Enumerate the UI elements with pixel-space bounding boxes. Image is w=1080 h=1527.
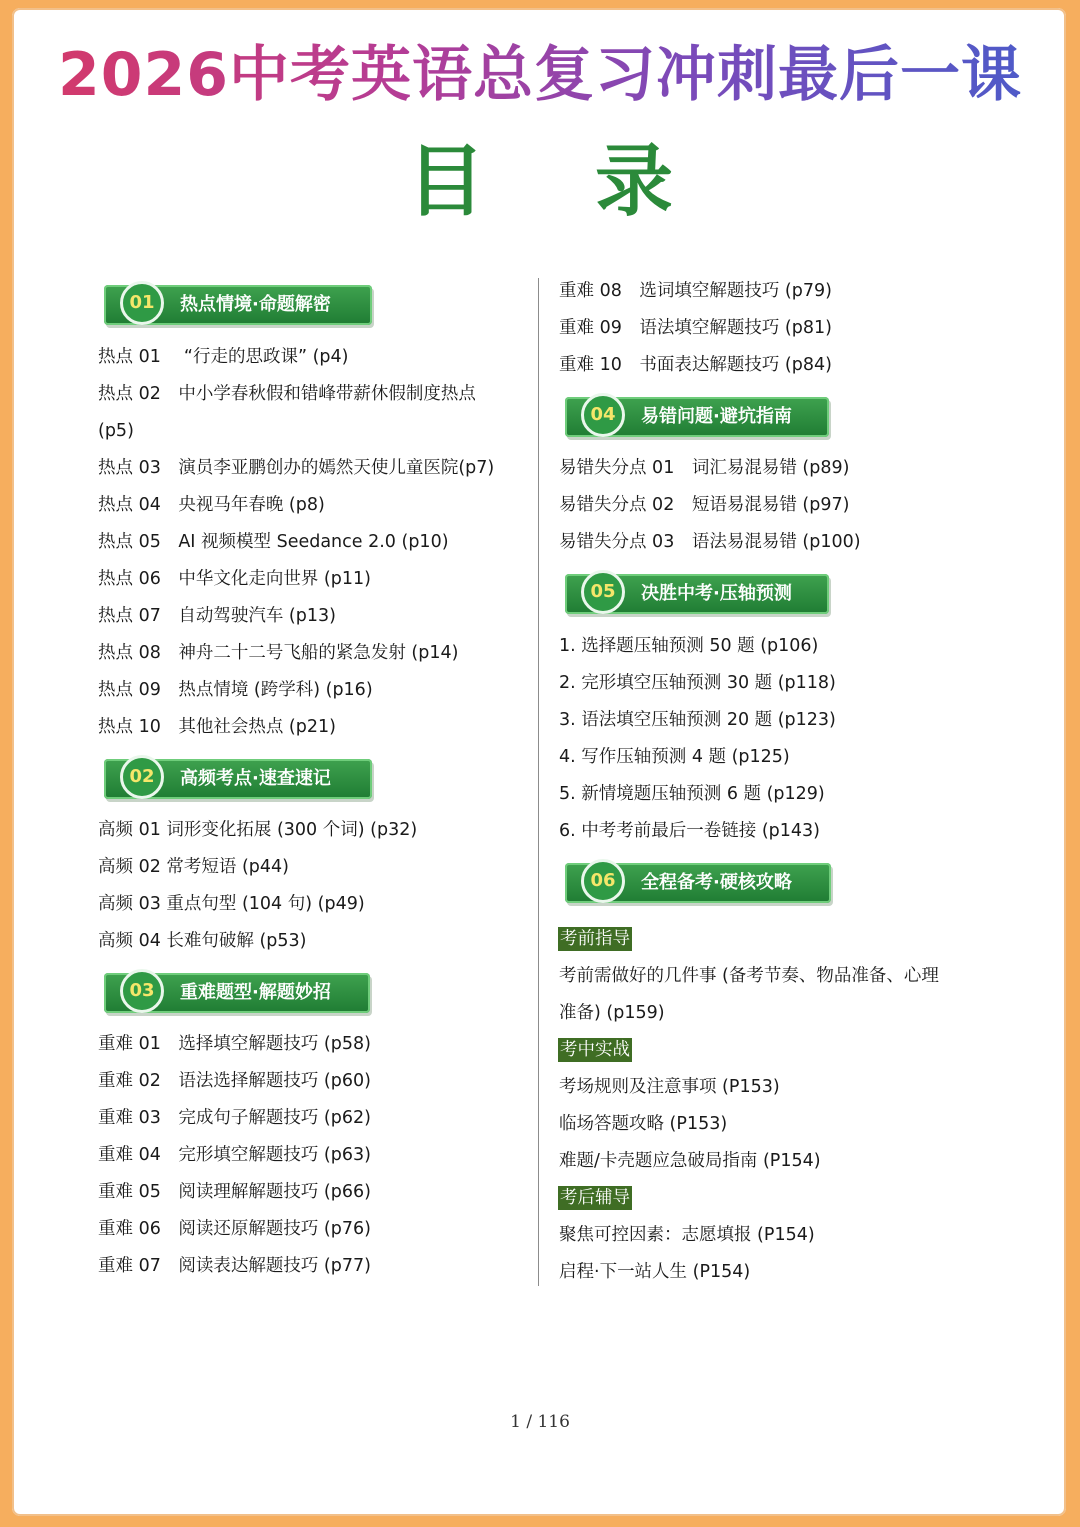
toc-item[interactable]: 高频 04 长难句破解 (p53) (98, 931, 307, 951)
toc-item[interactable]: 易错失分点 03 语法易混易错 (p100) (559, 532, 861, 552)
section-number: 01 (120, 281, 164, 325)
toc-item[interactable]: 高频 02 常考短语 (p44) (98, 857, 289, 877)
toc-item[interactable]: 重难 10 书面表达解题技巧 (p84) (559, 355, 832, 375)
toc-item[interactable]: 考场规则及注意事项 (P153) (559, 1077, 780, 1097)
toc-item[interactable]: 4. 写作压轴预测 4 题 (p125) (559, 747, 790, 767)
toc-item[interactable]: 热点 08 神舟二十二号飞船的紧急发射 (p14) (98, 643, 459, 663)
section-number: 03 (120, 969, 164, 1013)
toc-item[interactable]: 重难 03 完成句子解题技巧 (p62) (98, 1108, 371, 1128)
toc-item[interactable]: 易错失分点 01 词汇易混易错 (p89) (559, 458, 850, 478)
toc-item[interactable]: 1. 选择题压轴预测 50 题 (p106) (559, 636, 819, 656)
section-label: 全程备考·硬核攻略 (641, 872, 792, 893)
toc-item[interactable]: 重难 06 阅读还原解题技巧 (p76) (98, 1219, 371, 1239)
toc-item[interactable]: 热点 06 中华文化走向世界 (p11) (98, 569, 371, 589)
toc-item[interactable]: 热点 03 演员李亚鹏创办的嫣然天使儿童医院(p7) (98, 458, 495, 478)
section-number: 02 (120, 755, 164, 799)
toc-item[interactable]: 聚焦可控因素：志愿填报 (P154) (559, 1225, 815, 1245)
section-06-badge (565, 863, 831, 903)
page-indicator: 1 / 116 (510, 1412, 570, 1432)
toc-item[interactable]: 启程·下一站人生 (P154) (559, 1262, 751, 1282)
toc-item[interactable]: 重难 09 语法填空解题技巧 (p81) (559, 318, 832, 338)
section-number: 04 (581, 393, 625, 437)
toc-item[interactable]: 热点 01 “行走的思政课” (p4) (98, 347, 349, 367)
toc-item[interactable]: 考前需做好的几件事 (备考节奏、物品准备、心理 (559, 966, 939, 986)
subsection-tag-during-exam: 考中实战 (560, 1040, 630, 1060)
toc-item[interactable]: 热点 07 自动驾驶汽车 (p13) (98, 606, 336, 626)
toc-item[interactable]: 6. 中考考前最后一卷链接 (p143) (559, 821, 820, 841)
section-04-badge (565, 397, 829, 437)
toc-item[interactable]: 临场答题攻略 (P153) (559, 1114, 728, 1134)
toc-item[interactable]: 易错失分点 02 短语易混易错 (p97) (559, 495, 850, 515)
toc-item[interactable]: 3. 语法填空压轴预测 20 题 (p123) (559, 710, 836, 730)
subsection-tag-before-exam: 考前指导 (560, 929, 630, 949)
toc-item[interactable]: 热点 04 央视马年春晚 (p8) (98, 495, 325, 515)
column-divider (538, 278, 539, 1286)
toc-item[interactable]: 重难 07 阅读表达解题技巧 (p77) (98, 1256, 371, 1276)
toc-item[interactable]: 高频 01 词形变化拓展 (300 个词) (p32) (98, 820, 418, 840)
toc-item[interactable]: 重难 08 选词填空解题技巧 (p79) (559, 281, 832, 301)
section-label: 高频考点·速查速记 (180, 768, 331, 789)
subsection-tag-after-exam: 考后辅导 (560, 1188, 630, 1208)
section-label: 重难题型·解题妙招 (180, 982, 331, 1003)
toc-item[interactable]: 2. 完形填空压轴预测 30 题 (p118) (559, 673, 836, 693)
section-01-badge (104, 285, 372, 325)
section-number: 06 (581, 859, 625, 903)
main-title-text: 2026中考英语总复习冲刺最后一课 (58, 40, 1022, 110)
toc-item[interactable]: 难题/卡壳题应急破局指南 (P154) (559, 1151, 821, 1171)
section-label: 热点情境·命题解密 (180, 294, 331, 315)
toc-item[interactable]: 重难 02 语法选择解题技巧 (p60) (98, 1071, 371, 1091)
toc-item-continued[interactable]: 准备) (p159) (559, 1003, 665, 1023)
toc-heading: 目录 (406, 137, 783, 227)
toc-item[interactable]: 重难 05 阅读理解解题技巧 (p66) (98, 1182, 371, 1202)
section-number: 05 (581, 570, 625, 614)
section-03-badge (104, 973, 370, 1013)
toc-item[interactable]: 热点 10 其他社会热点 (p21) (98, 717, 336, 737)
toc-item[interactable]: 热点 09 热点情境 (跨学科) (p16) (98, 680, 373, 700)
toc-item-continued[interactable]: (p5) (98, 421, 134, 441)
toc-item[interactable]: 热点 02 中小学春秋假和错峰带薪休假制度热点 (98, 384, 476, 404)
section-label: 决胜中考·压轴预测 (641, 583, 792, 604)
toc-item[interactable]: 重难 01 选择填空解题技巧 (p58) (98, 1034, 371, 1054)
toc-item[interactable]: 5. 新情境题压轴预测 6 题 (p129) (559, 784, 825, 804)
toc-item[interactable]: 高频 03 重点句型 (104 句) (p49) (98, 894, 365, 914)
main-title (0, 38, 1080, 112)
section-02-badge (104, 759, 372, 799)
toc-item[interactable]: 重难 04 完形填空解题技巧 (p63) (98, 1145, 371, 1165)
section-label: 易错问题·避坑指南 (641, 406, 792, 427)
section-05-badge (565, 574, 829, 614)
toc-item[interactable]: 热点 05 AI 视频模型 Seedance 2.0 (p10) (98, 532, 449, 552)
